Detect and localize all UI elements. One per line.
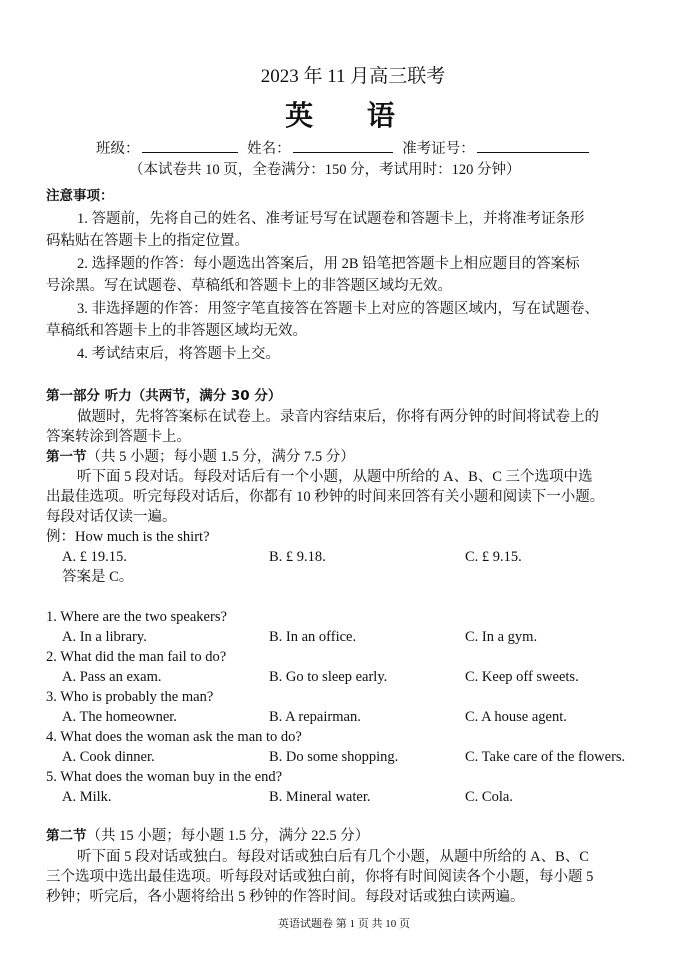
part1-title: 第一部分 听力（共两节，满分 30 分）	[46, 388, 282, 404]
notice-line: 草稿纸和答题卡上的非答题区域均无效。	[46, 323, 307, 339]
example-option-c: C. £ 9.15.	[465, 549, 522, 565]
part1-instruction: 答案转涂到答题卡上。	[46, 429, 191, 445]
notice-line: 2. 选择题的作答：每小题选出答案后，用 2B 铅笔把答题卡上相应题目的答案标	[77, 256, 580, 272]
name-blank	[293, 138, 393, 153]
candidate-info-row	[96, 138, 595, 159]
question-option: C. Keep off sweets.	[465, 669, 579, 685]
question-text: 3. Who is probably the man?	[46, 689, 214, 705]
class-blank	[142, 138, 238, 153]
example-question: 例：How much is the shirt?	[46, 529, 210, 545]
class-label: 班级：	[96, 141, 140, 157]
question-text: 2. What did the man fail to do?	[46, 649, 227, 665]
example-option-b: B. £ 9.18.	[269, 549, 326, 565]
question-option: A. Cook dinner.	[62, 749, 155, 765]
notice-line: 码粘贴在答题卡上的指定位置。	[46, 233, 249, 249]
question-option: B. Do some shopping.	[269, 749, 399, 765]
section2-instruction: 三个选项中选出最佳选项。听每段对话或独白前，你将有时间阅读各个小题，每小题 5	[46, 869, 594, 885]
question-option: C. In a gym.	[465, 629, 538, 645]
section1-instruction: 出最佳选项。听完每段对话后，你都有 10 秒钟的时间来回答有关小题和阅读下一小题。	[46, 489, 605, 505]
section1-heading	[46, 447, 355, 467]
id-blank	[477, 138, 589, 153]
question-text: 1. Where are the two speakers?	[46, 609, 227, 625]
question-option: C. Cola.	[465, 789, 513, 805]
section1-title: 第一节	[46, 449, 87, 465]
exam-info: （本试卷共 10 页，全卷满分：150 分，考试用时：120 分钟）	[129, 162, 521, 178]
section2-instruction: 听下面 5 段对话或独白。每段对话或独白后有几个小题，从题中所给的 A、B、C	[77, 849, 589, 865]
subject-title: 英 语	[285, 99, 417, 132]
notice-line: 号涂黑。写在试题卷、草稿纸和答题卡上的非答题区域均无效。	[46, 278, 452, 294]
exam-title: 2023 年 11 月高三联考	[260, 66, 446, 87]
question-text: 5. What does the woman buy in the end?	[46, 769, 283, 785]
example-answer: 答案是 C。	[62, 569, 134, 585]
section1-desc: （共 5 小题；每小题 1.5 分，满分 7.5 分）	[86, 449, 355, 465]
example-option-a: A. £ 19.15.	[62, 549, 127, 565]
question-option: A. The homeowner.	[62, 709, 177, 725]
part1-instruction: 做题时，先将答案标在试卷上。录音内容结束后，你将有两分钟的时间将试卷上的	[77, 409, 599, 425]
notice-line: 1. 答题前，先将自己的姓名、准考证号写在试题卷和答题卡上，并将准考证条形	[77, 211, 585, 227]
notice-title: 注意事项：	[46, 188, 114, 204]
notice-line: 3. 非选择题的作答：用签字笔直接答在答题卡上对应的答题区域内，写在试题卷、	[77, 301, 599, 317]
question-text: 4. What does the woman ask the man to do?	[46, 729, 302, 745]
section1-instruction: 听下面 5 段对话。每段对话后有一个小题，从题中所给的 A、B、C 三个选项中选	[77, 469, 593, 485]
page-footer: 英语试题卷 第 1 页 共 10 页	[278, 918, 410, 930]
section1-instruction: 每段对话仅读一遍。	[46, 509, 177, 525]
question-option: B. Mineral water.	[269, 789, 371, 805]
question-option: A. Milk.	[62, 789, 112, 805]
section2-title: 第二节	[46, 828, 87, 844]
question-option: B. Go to sleep early.	[269, 669, 388, 685]
question-option: B. A repairman.	[269, 709, 361, 725]
section2-desc: （共 15 小题；每小题 1.5 分，满分 22.5 分）	[86, 828, 370, 844]
name-label: 姓名：	[247, 141, 291, 157]
notice-line: 4. 考试结束后，将答题卡上交。	[77, 346, 280, 362]
question-option: B. In an office.	[269, 629, 357, 645]
question-option: A. Pass an exam.	[62, 669, 162, 685]
section2-heading	[46, 826, 369, 846]
section2-instruction: 秒钟；听完后，各小题将给出 5 秒钟的作答时间。每段对话或独白读两遍。	[46, 889, 525, 905]
question-option: A. In a library.	[62, 629, 147, 645]
question-option: C. A house agent.	[465, 709, 567, 725]
question-option: C. Take care of the flowers.	[465, 749, 626, 765]
id-label: 准考证号：	[402, 141, 475, 157]
